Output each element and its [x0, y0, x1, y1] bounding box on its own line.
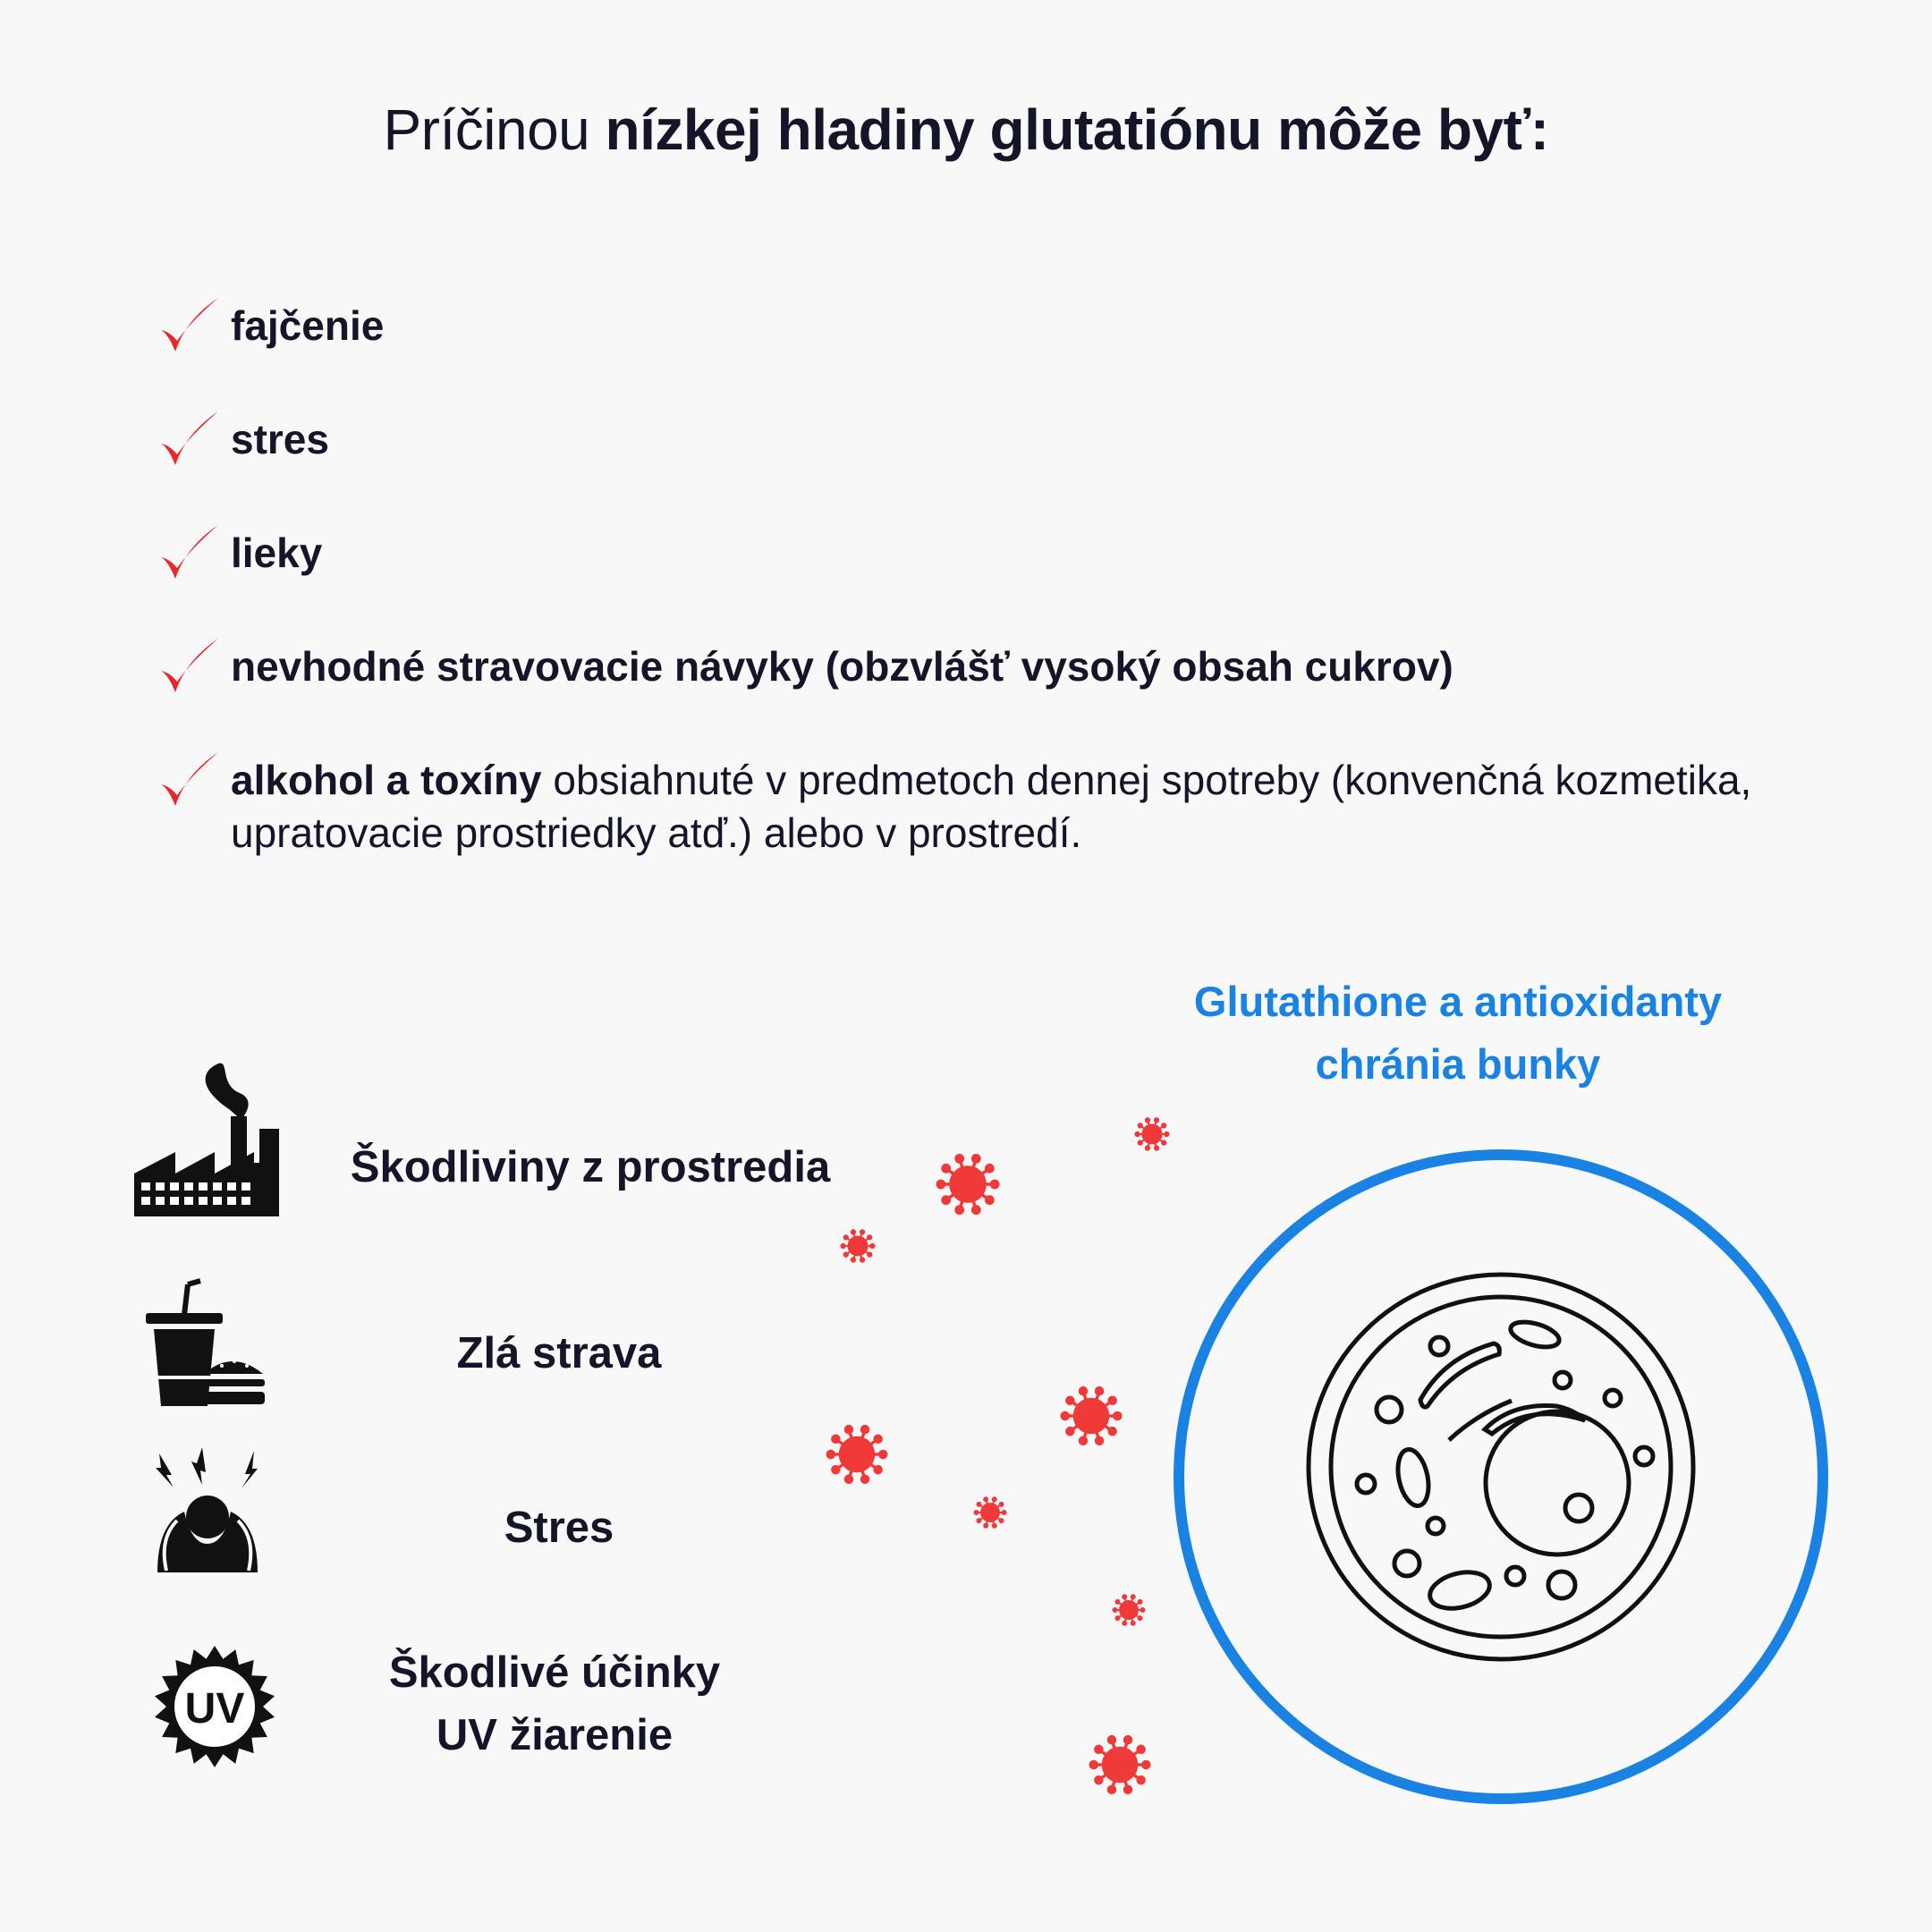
title-prefix: Príčinou: [383, 97, 590, 162]
uv-icon-text: UV: [184, 1685, 245, 1733]
cause-rest: obsiahnuté v predmetoch dennej spotreby (konvenčná kozmetika, upratovacie prostriedky atď.) alebo v prostredí.: [231, 757, 1752, 856]
factor-label-bad-diet: Zlá strava: [456, 1329, 662, 1377]
virus-icon: [1089, 1735, 1150, 1793]
cause-strong: fajčenie: [231, 302, 385, 349]
virus-icon: [1135, 1118, 1169, 1150]
uv-sun-icon: [155, 1646, 275, 1767]
factor-label-pollution: Škodliviny z prostredia: [350, 1143, 831, 1191]
virus-icon: [936, 1154, 999, 1214]
title-emphasis: nízkej hladiny glutatiónu môže byť:: [605, 97, 1549, 162]
virus-group: [826, 1118, 1169, 1794]
protection-line1: Glutathione a antioxidanty: [1193, 978, 1723, 1025]
cause-strong: lieky: [231, 530, 323, 576]
virus-icon: [1113, 1595, 1145, 1625]
shield-circle: [1179, 1155, 1823, 1799]
stress-icon: [156, 1447, 258, 1572]
factor-label-uv-line1: Škodlivé účinky: [388, 1648, 721, 1697]
virus-icon: [974, 1497, 1006, 1528]
cause-strong: alkohol a toxíny: [231, 757, 542, 803]
protection-line2: chránia bunky: [1315, 1040, 1601, 1088]
cause-strong: nevhodné stravovacie návyky (obzvlášť vysoký obsah cukrov): [231, 643, 1453, 690]
factor-label-stress: Stres: [504, 1504, 614, 1552]
cause-strong: stres: [231, 416, 329, 462]
fast-food-icon: [146, 1281, 265, 1406]
factory-icon: [134, 1063, 279, 1216]
virus-icon: [1061, 1386, 1122, 1445]
virus-icon: [841, 1230, 875, 1262]
factor-label-uv-line2: UV žiarenie: [436, 1711, 674, 1759]
virus-icon: [826, 1425, 887, 1483]
cell-icon: [1309, 1275, 1693, 1659]
